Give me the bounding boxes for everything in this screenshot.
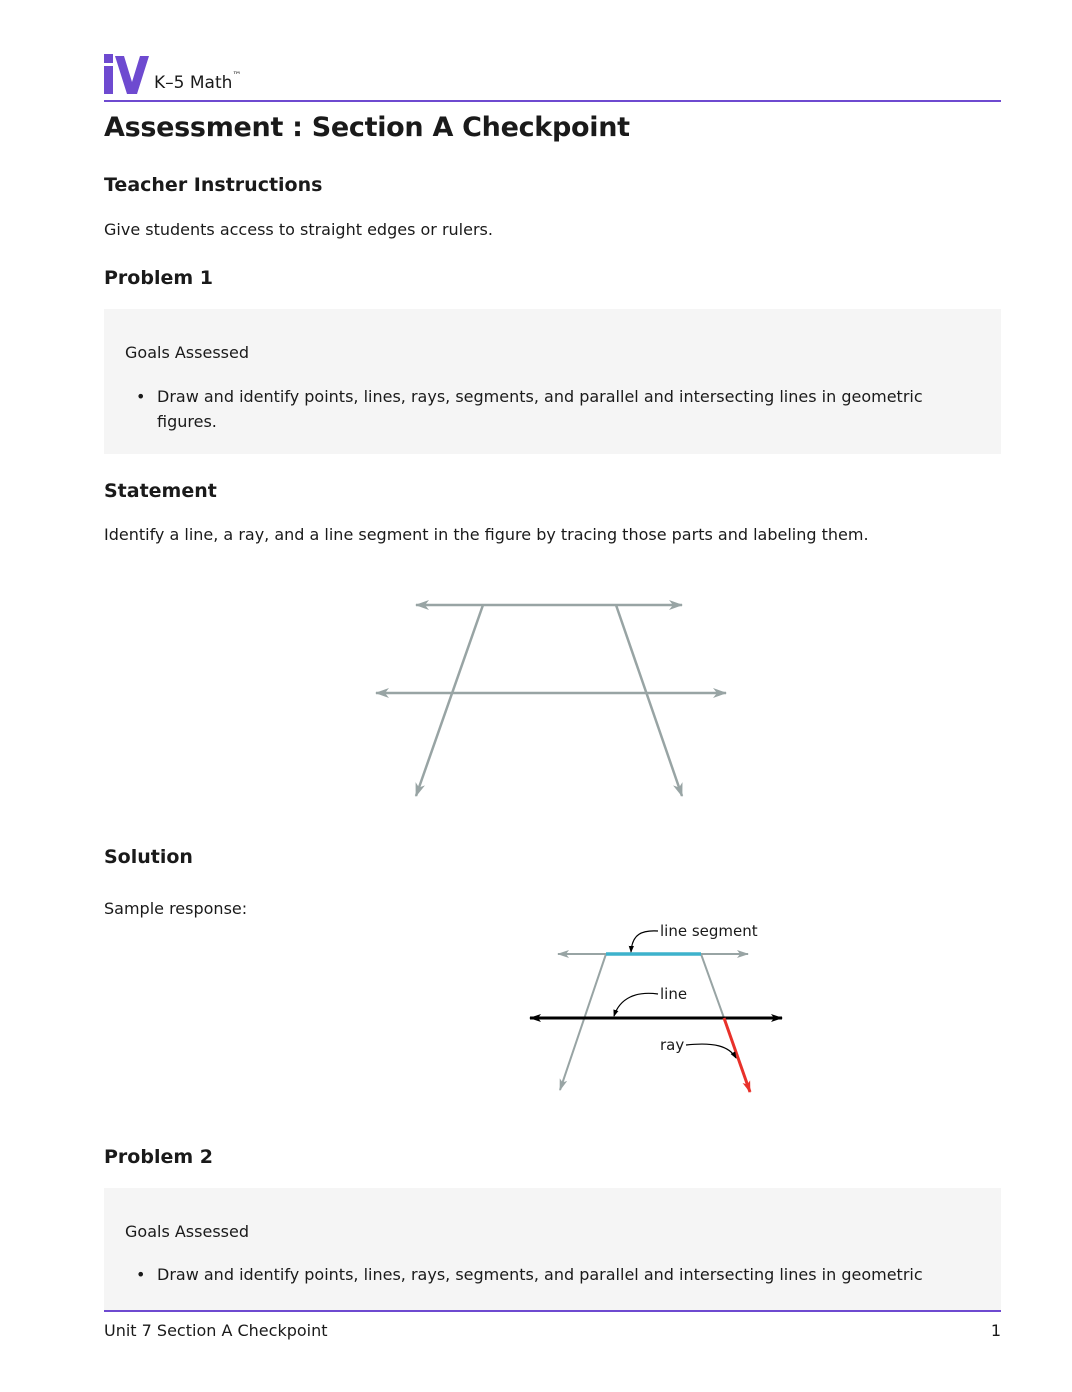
teacher-instructions-text: Give students access to straight edges or rulers. [104,220,493,239]
problem1-goals-list [125,384,975,434]
segment-callout-arrow [631,931,658,952]
page-number: 1 [990,1321,1001,1340]
line-callout-arrow [614,993,658,1016]
problem2-heading: Problem 2 [104,1146,213,1168]
solution-intro: Sample response: [104,899,248,918]
page-title: Assessment : Section A Checkpoint [104,112,630,143]
document-page [104,0,1001,1392]
solution-right-upper [701,954,724,1018]
im-logo-icon [104,54,150,94]
logo-text: K–5 Math™ [154,71,242,93]
footer-unit-label: Unit 7 Section A Checkpoint [104,1321,328,1340]
problem2-goals-list [125,1262,975,1287]
problem2-goals-box [104,1188,1001,1310]
ray-callout-arrow [686,1044,736,1058]
goal-item: • Draw and identify points, lines, rays, segments, and parallel and intersecting lines in geometric figures. [125,384,975,434]
left-ray [416,605,483,796]
statement-text: Identify a line, a ray, and a line segment in the figure by tracing those parts and labeling them. [104,525,869,544]
highlighted-ray [724,1018,750,1092]
teacher-instructions-heading: Teacher Instructions [104,174,323,196]
statement-heading: Statement [104,480,217,502]
segment-label: line segment [660,922,758,940]
statement-figure [370,590,734,810]
right-ray [616,605,682,796]
problem2-goals-title: Goals Assessed [125,1222,249,1241]
solution-left-ray [560,954,606,1090]
solution-heading: Solution [104,846,193,868]
footer-rule [104,1310,1001,1312]
problem1-heading: Problem 1 [104,267,213,289]
logo [104,54,241,94]
line-label: line [660,985,688,1003]
problem1-goals-box [104,309,1001,454]
goal-item: • Draw and identify points, lines, rays, segments, and parallel and intersecting lines in geometric [125,1262,975,1287]
header-rule [104,100,1001,102]
problem1-goals-title: Goals Assessed [125,343,249,362]
solution-figure [424,918,758,1096]
ray-label: ray [660,1036,685,1054]
